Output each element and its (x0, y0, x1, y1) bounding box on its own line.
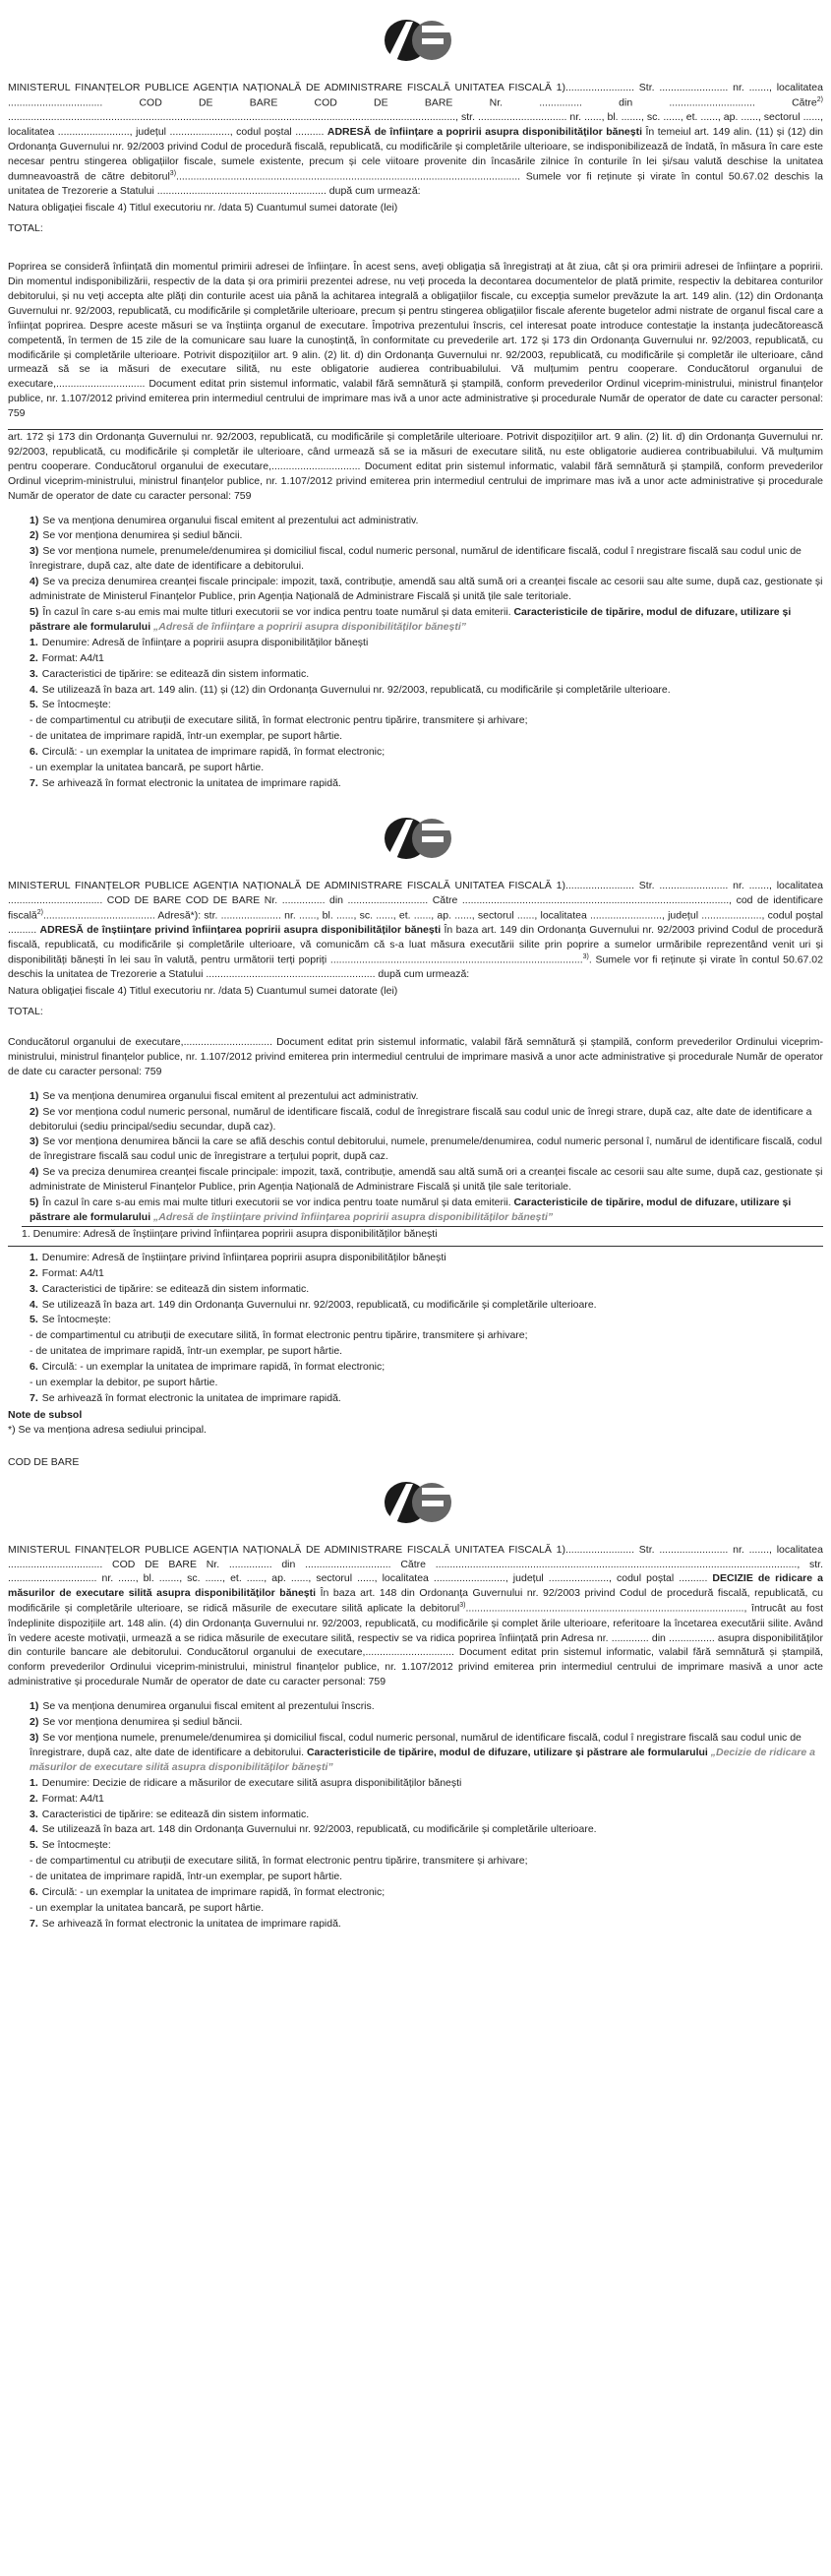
header-text: MINISTERUL FINANȚELOR PUBLICE AGENȚIA NAȚIONALĂ DE ADMINISTRARE FISCALĂ UNITATEA FISCALĂ 1)........................ Str. ........................ nr. ......., localitatea ................................. COD DE BARE Nr. ............... din .............................. (8, 1543, 823, 1570)
body-intro: În baza art. 148 din Ordonanța Guvernului nr. 92/2003 privind Codul de procedură fiscală, republicată, cu modificările și completările ulterioare, se ridică măsurile de executare silită aplicate la debitorul (8, 1587, 824, 1615)
spec-subitem: - de unitatea de imprimare rapidă, într-un exemplar, pe suport hârtie. (30, 1871, 343, 1883)
body-intro-tail: ................................................................................................., întrucât au fost îndeplinite dispozițiile art. 148 alin. (4) din Ordonanța Guvernului nr. 92/2003, republicată, cu modificările și complet ările ulterioare, referitoare la încetarea executării silite. Având în vedere aceste motivații, urmează a se ridica măsurile de executare silită, respectiv se va ridica poprirea înființată prin Adresa nr. ............. din ................ asupra disponibilităților din conturile bancare ale debitorului. Conducătorul organului de executare,............................... Document editat prin sistemul informatic, valabil fără semnătură și ștampilă, conform prevederilor Ordinului viceprim-ministrului, ministrul finanțelor publice, nr. 1.107/2012 privind emiterea prin intermediul centrului de imprimare masivă a unor acte administrative și procedurale Număr de operator de date cu caracter personal: 759 (8, 1602, 823, 1688)
body-intro-tail: . Sumele vor fi reținute și virate în contul 50.67.02 deschis la unitatea de Trezorerie a Statului ........................................................... după cum urmează: (8, 953, 823, 981)
catre-sup: 2) (816, 95, 824, 103)
barcode-label: COD DE BARE (8, 1455, 80, 1468)
body-paragraph: Conducătorul organului de executare,............................... Document editat prin sistemul informatic, valabil fără semnătură și ștampilă, conform prevederilor Ordinului viceprim-ministrului, ministrul finanțelor publice, nr. 1.107/2012 privind emiterea prin intermediul centrului de imprimare masivă a unor acte administrative și procedurale Număr de operator de date cu caracter personal: 759 (8, 1036, 823, 1077)
spec-item: 2. Format: A4/t1 (30, 1266, 104, 1279)
doc-title: ADRESĂ de înștiințare privind înființarea popririi asupra disponibilităților bănești (39, 924, 442, 937)
spec-item: 5. Se întocmește: (30, 699, 111, 711)
note-item: 3) Se vor menționa numele, prenumele/denumirea și domiciliul fiscal, codul numeric personal, numărul de identificare fiscală, codul î nregistrare fiscală sau codul unic de înregistrare, după caz, alte date de identificare a debitorului. Caracteristicile de tipărire, modul de difuzare, utilizare și păstrare ale formularului „Decizie de ridicare a măsurilor de executare silită asupra disponibilităților bănești” (30, 1731, 815, 1773)
body-repeat: art. 172 și 173 din Ordonanța Guvernului nr. 92/2003, republicată, cu modificările și completările ulterioare. Potrivit dispozițiilor art. 9 alin. (2) lit. d) din Ordonanța Guvernului nr. 92/2003, republicată, cu modificările și completăr ile ulterioare, când urmează să se ia măsuri de executare silită, nu este obligatorie audierea contribuabilului. Vă mulțumim pentru cooperare. Conducătorul organului de executare,............................... Document editat prin sistemul informatic, valabil fără semnătură și ștampilă, conform prevederilor Ordinul viceprim-ministrului, ministrul finanțelor publice, nr. 1.107/2012 privind emiterea prin intermediul centrului de imprimare mas ivă a unor acte administrative și procedurale Număr de operator de date cu caracter personal: 759 (8, 431, 823, 502)
note-item: 1) Se va menționa denumirea organului fiscal emitent al prezentului act administrativ. (30, 1089, 419, 1102)
spec-item: 7. Se arhivează în format electronic la unitatea de imprimare rapidă. (30, 1391, 341, 1404)
note-item: 3) Se vor menționa denumirea băncii la care se află deschis contul debitorului, numele, prenumele/denumirea, codul numeric personal î, numărul de identificare fiscală, codul de înregistrare fiscală sau codul unic de înregistrare a terțului poprit, după caz. (30, 1135, 822, 1163)
spec-subitem: - de compartimentul cu atribuții de executare silită, în format electronic pentru tipărire, transmitere și arhivare; (30, 1855, 528, 1868)
spec-subitem: - un exemplar la unitatea bancară, pe suport hârtie. (30, 1901, 265, 1914)
repeat-line (22, 1226, 823, 1242)
note-item: 3) Se vor menționa numele, prenumele/denumirea și domiciliul fiscal, codul numeric personal, numărul de identificare fiscală, codul î nregistrare fiscală sau codul unic de înregistrare, după caz, alte date de identificare a debitorului. (30, 545, 801, 573)
catre-label: Către (792, 96, 817, 109)
note-item: 1) Se va menționa denumirea organului fiscal emitent al prezentului înscris. (30, 1700, 375, 1713)
spec-item: 4. Se utilizează în baza art. 149 din Ordonanța Guvernului nr. 92/2003, republicată, cu modificările și completările ulterioare. (30, 1298, 597, 1311)
notes-list (30, 514, 823, 791)
spec-item: 7. Se arhivează în format electronic la unitatea de imprimare rapidă. (30, 776, 341, 789)
footnote: *) Se va menționa adresa sediului principal. (8, 1423, 207, 1436)
table-header-text: Natura obligației fiscale 4) Titlul executoriu nr. /data 5) Cuantumul sumei datorate (lei) (8, 985, 398, 998)
note-item: 5) În cazul în care s-au emis mai multe titluri executorii se vor indica pentru toate numărul și data emiterii. Caracteristicile de tipărire, modul de difuzare, utilizare și păstrare ale formularului „Adresă de înștiințare privind înființarea popririi asupra disponibilităților bănești” (30, 1196, 792, 1223)
spec-item: 6. Circulă: - un exemplar la unitatea de imprimare rapidă, în format electronic; (30, 1886, 386, 1899)
total-label: TOTAL: (8, 222, 43, 235)
af-logo-icon (367, 1480, 465, 1525)
af-logo (8, 792, 823, 875)
doc-title: DECIZIE de ridicare a măsurilor de executare silită asupra disponibilităților bănești (8, 1572, 823, 1600)
spec-subitem: - un exemplar la unitatea bancară, pe suport hârtie. (30, 762, 265, 774)
spec-item: 6. Circulă: - un exemplar la unitatea de imprimare rapidă, în format electronic; (30, 746, 386, 759)
spec-item: 3. Caracteristici de tipărire: se editează din sistem informatic. (30, 1808, 310, 1820)
body-intro: În temeiul art. 149 alin. (11) și (12) din Ordonanța Guvernului nr. 92/2003 privind Codul de procedură fiscală, republicată, cu modificările și completările ulterioare, se indisponibilizează de îndată, în măsura în care este necesar pentru stingerea obligațiilor fiscale, sumele existente, precum și cele viitoare provenite din încasările zilnice în conturile în lei și/sau valută deschise la unitatea dumneavoastră de către debitorul (8, 126, 824, 183)
footnotes-title: Note de subsol (8, 1408, 83, 1421)
catre-text: .............................................................................................................................., str. ............................... nr. ......, bl. ......., sc. ......, et. ......, ap. ......, sectorul ......, localitatea ........................., județul ....................., codul poștal .......... (8, 1558, 823, 1585)
spec-item: 5. Se întocmește: (30, 1314, 111, 1326)
spec-item: 1. Denumire: Adresă de înștiințare privind înființarea popririi asupra disponibilităților bănești (30, 1251, 446, 1263)
spec-item: 2. Format: A4/t1 (30, 1792, 104, 1805)
spec-subitem: - de compartimentul cu atribuții de executare silită, în format electronic pentru tipărire, transmitere și arhivare; (30, 714, 528, 727)
body-intro-sup: 3) (582, 952, 589, 960)
spec-item: 4. Se utilizează în baza art. 148 din Ordonanța Guvernului nr. 92/2003, republicată, cu modificările și completările ulterioare. (30, 1823, 597, 1836)
spec-item: 2. Format: A4/t1 (30, 651, 104, 664)
header-tail: ....................................... Adresă*): str. ..................... nr. ......, bl. ......, sc. ......, et. ......, ap. ......, sectorul ......, localitatea ........................., județul ....................., codul poștal .......... (8, 909, 823, 937)
spec-item: 7. Se arhivează în format electronic la unitatea de imprimare rapidă. (30, 1917, 341, 1930)
spec-item: 1. Denumire: Decizie de ridicare a măsurilor de executare silită asupra disponibilităților bănești (30, 1776, 462, 1789)
table-header (8, 201, 823, 215)
af-logo-icon (367, 18, 465, 63)
spec-item: 3. Caracteristici de tipărire: se editează din sistem informatic. (30, 1282, 310, 1295)
note-item: 2) Se vor menționa denumirea și sediul băncii. (30, 529, 243, 542)
note-item: 1) Se va menționa denumirea organului fiscal emitent al prezentului act administrativ. (30, 514, 419, 526)
note-item: 5) În cazul în care s-au emis mai multe titluri executorii se vor indica pentru toate numărul și data emiterii. Caracteristicile de tipărire, modul de difuzare, utilizare și păstrare ale formularului „Adresă de înființare a popririi asupra disponibilităților bănești” (30, 606, 792, 633)
note-item: 4) Se va preciza denumirea creanței fiscale principale: impozit, taxă, contribuție, amendă sau altă sumă ori a creanței fiscale ac cesorii sau alte sume, după caz, gestionate și administrate de Ministerul Finanțelor Publice, prin Agenția Națională de Administrare Fiscală și unită țile sale teritoriale. (30, 1166, 823, 1194)
spec-item: 4. Se utilizează în baza art. 149 alin. (11) și (12) din Ordonanța Guvernului nr. 92/2003, republicată, cu modificările și completările ulterioare. (30, 683, 671, 696)
spec-item: 1. Denumire: Adresă de înființare a popririi asupra disponibilităților bănești (30, 636, 369, 648)
header-text: MINISTERUL FINANȚELOR PUBLICE AGENȚIA NAȚIONALĂ DE ADMINISTRARE FISCALĂ UNITATEA FISCALĂ 1)........................ Str. ........................ nr. ......., localitatea ................................. COD DE BARE COD DE BARE Nr. ............... din .............................. (8, 82, 823, 109)
header-block (8, 1543, 823, 1690)
spec-item: 5. Se întocmește: (30, 1839, 111, 1852)
af-logo-icon (367, 816, 465, 861)
body-intro-sup: 3) (459, 1602, 466, 1610)
catre-label: Către (400, 1558, 427, 1570)
total-label: TOTAL: (8, 1006, 43, 1018)
spec-subitem: - de unitatea de imprimare rapidă, într-un exemplar, pe suport hârtie. (30, 730, 343, 743)
spec-item: 6. Circulă: - un exemplar la unitatea de imprimare rapidă, în format electronic; (30, 1361, 386, 1374)
specs-list (30, 1251, 823, 1406)
notes-list (30, 1089, 823, 1225)
spec-subitem: - de compartimentul cu atribuții de executare silită, în format electronic pentru tipărire, transmitere și arhivare; (30, 1329, 528, 1342)
spec-item: 3. Caracteristici de tipărire: se editează din sistem informatic. (30, 667, 310, 680)
body-intro-sup: 3) (169, 169, 177, 177)
header-block (8, 81, 823, 199)
note-item: 4) Se va preciza denumirea creanței fiscale principale: impozit, taxă, contribuție, amendă sau altă sumă ori a creanței fiscale ac cesorii sau alte sume, după caz, gestionate și administrate de Ministerul Finanțelor Publice, prin Agenția Națională de Administrare Fiscală și unită țile sale teritoriale. (30, 576, 823, 603)
table-header (8, 984, 823, 999)
section-decizie-ridicare (0, 1470, 831, 1932)
section-adresa-instiintare (0, 792, 831, 1470)
section-adresa-infiintare (0, 0, 831, 791)
body-intro: În baza art. 149 din Ordonanța Guvernului nr. 92/2003 privind Codul de procedură fiscală, republicată, cu modificările și completările ulterioare, vă comunicăm că s-a luat măsura executării silite prin poprire a sumelor urmăribile reprezentând venit uri și disponibilități bănești în lei sau în valută, pentru următorii terți popriți ........................................................................................ (8, 924, 824, 966)
catre-text: ............................................................................................................................................................, str. ............................... nr. ......, bl. ......., sc. ......, et. ......, ap. ......, sectorul ......, localitatea ........................., județul ....................., codul poștal .......... (8, 111, 823, 139)
header-block (8, 879, 823, 982)
af-logo (8, 1470, 823, 1539)
note-item: 2) Se vor menționa codul numeric personal, numărul de identificare fiscală, codul de înregistrare fiscală sau codul unic de înregi strare, după caz, alte date de identificare a debitorului (sediu principal/sediu secundar, după caz). (30, 1105, 812, 1133)
note-item: 2) Se vor menționa denumirea și sediul băncii. (30, 1716, 243, 1729)
spec-subitem: - de unitatea de imprimare rapidă, într-un exemplar, pe suport hârtie. (30, 1345, 343, 1358)
af-logo (8, 0, 823, 77)
spec-subitem: - un exemplar la debitor, pe suport hârtie. (30, 1377, 218, 1389)
header-text: MINISTERUL FINANȚELOR PUBLICE AGENȚIA NAȚIONALĂ DE ADMINISTRARE FISCALĂ UNITATEA FISCALĂ 1)........................ Str. ........................ nr. ......., localitatea ................................. COD DE BARE COD DE BARE Nr. ............... din ............................ Către ............................................................................................., cod de identificare fiscală (8, 879, 823, 922)
doc-title: ADRESĂ de înființare a popririi asupra disponibilităților bănești (326, 126, 643, 139)
notes-list (30, 1699, 823, 1932)
header-sup: 2) (36, 908, 43, 916)
repeat-line-text: 1. Denumire: Adresă de înștiințare privind înființarea popririi asupra disponibilităților bănești (22, 1227, 438, 1240)
divider (8, 1246, 823, 1247)
table-header-text: Natura obligației fiscale 4) Titlul executoriu nr. /data 5) Cuantumul sumei datorate (lei) (8, 202, 398, 215)
body-intro-tail: ........................................................................................................................ Sumele vor fi reținute și virate în contul 50.67.02 deschis la unitatea de Trezorerie a Statului ........................................................... după cum urmează: (8, 170, 823, 198)
body-paragraph: Poprirea se consideră înființată din momentul primirii adresei de înființare. În acest sens, aveți obligația să înregistrați at ât ziua, cât și ora primirii adresei de înființare a popririi. Din momentul indisponibilizării, respectiv de la data și ora primirii prezentei adrese, nu veți proceda la decontarea documentelor de plată primite, respectiv la debitarea conturilor debitorului, și nu veți accepta alte plăți din conturile acest uia până la achitarea integrală a obligațiilor fiscale, cu excepția sumelor prevăzute la art. 149 alin. (12) din Ordonanța Guvernului nr. 92/2003, republicată, cu modificările și completările ulterioare, precum și pentru stingerea obligațiilor fiscale aferente bugetelor admi nistrate de organul fiscal care a înființat poprirea. Despre aceste măsuri se va înștiința organul de executare. Împotriva prezentului înscris, cel interesat poate introduce contestație la instanța judecătorească competentă, în termen de 15 zile de la comunicare sau luare la cunoștință, în conformitate cu prevederile art. 172 și 173 din Ordonanța Guvernului nr. 92/2003, republicată, cu modificările și completările ulterioare. Potrivit dispozițiilor art. 9 alin. (2) lit. d) din Ordonanța Guvernului nr. 92/2003, republicată, cu modificările și completăr ile ulterioare, când urmează să se ia măsuri de executare silită, nu este obligatorie audierea contribuabilului. Vă mulțumim pentru cooperare. Conducătorul organului de executare,............................... Document editat prin sistemul informatic, valabil fără semnătură și ștampilă, conform prevederilor Ordinul viceprim-ministrului, ministrul finanțelor publice, nr. 1.107/2012 privind emiterea prin intermediul centrului de imprimare mas ivă a unor acte administrative și procedurale Număr de operator de date cu caracter personal: 759 (8, 261, 823, 420)
